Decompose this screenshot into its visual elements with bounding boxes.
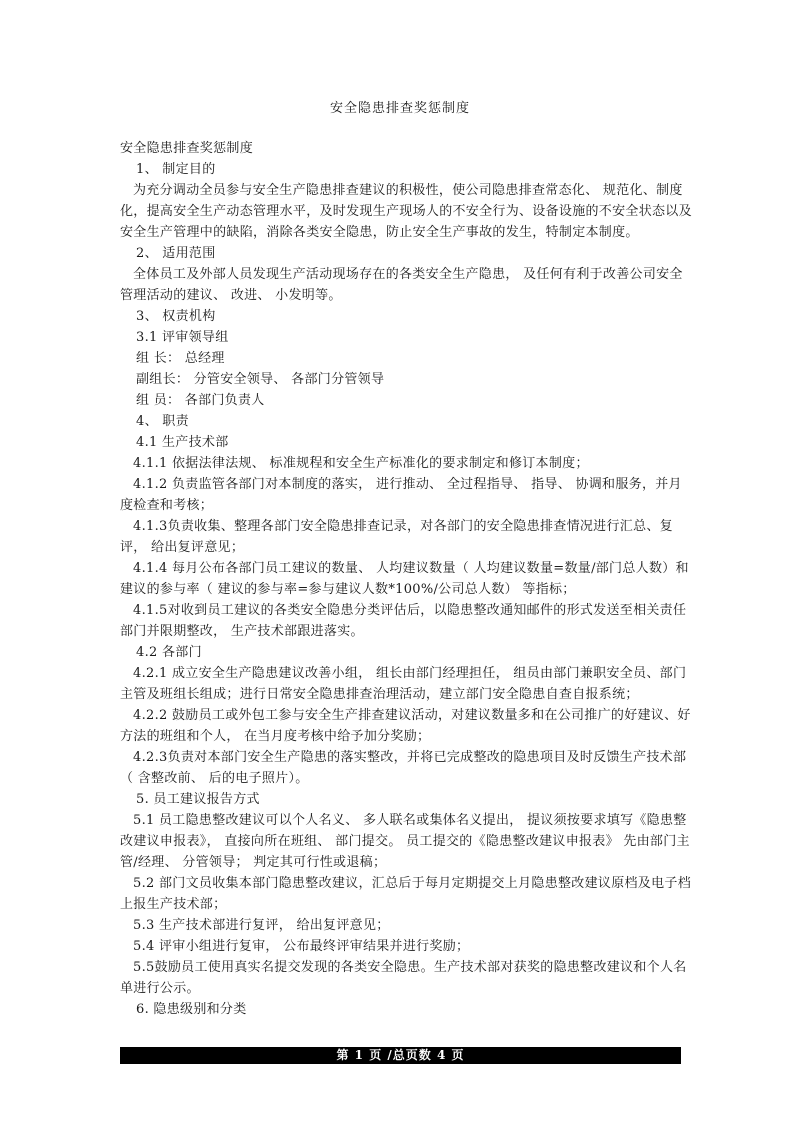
section-heading: 4.2 各部门 [136, 645, 202, 660]
section-heading: 组 长： 总经理 [136, 351, 225, 366]
section-heading: 2、 适用范围 [136, 246, 216, 261]
page-footer [120, 1047, 681, 1064]
paragraph: 5.1 员工隐患整改建议可以个人名义、 多人联名或集体名义提出， 提议须按要求填写《隐患整改建议申报表》， 直接向所在班组、 部门提交。 员工提交的《隐患整改建议申报表》 先由部门主管/经理、 分管领导； 判定其可行性或退稿； [120, 813, 690, 870]
paragraph: 5.5鼓励员工使用真实名提交发现的各类安全隐患。生产技术部对获奖的隐患整改建议和个人名单进行公示。 [120, 960, 687, 996]
page-title: 安全隐患排查奖惩制度 [329, 101, 470, 116]
paragraph: 5.2 部门文员收集本部门隐患整改建议，汇总后于每月定期提交上月隐患整改建议原档及电子档上报生产技术部； [120, 876, 692, 912]
section-heading: 4.1 生产技术部 [136, 435, 229, 450]
paragraph: 5.4 评审小组进行复审， 公布最终评审结果并进行奖励； [133, 939, 470, 954]
page-number-label: 第 1 页 /总页数 4 页 [336, 1048, 465, 1062]
paragraph: 4.1.1 依据法律法规、 标准规程和安全生产标准化的要求制定和修订本制度； [133, 456, 589, 471]
paragraph: 4.2.2 鼓励员工或外包工参与安全生产排查建议活动，对建议数量多和在公司推广的好建议、好方法的班组和个人， 在当月度考核中给予加分奖励； [120, 708, 691, 744]
section-heading: 组 员： 各部门负责人 [136, 393, 265, 408]
paragraph: 全体员工及外部人员发现生产活动现场存在的各类安全生产隐患， 及任何有利于改善公司安全管理活动的建议、 改进、 小发明等。 [120, 267, 683, 303]
paragraph: 安全隐患排查奖惩制度 [120, 141, 254, 156]
paragraph: 5.3 生产技术部进行复评， 给出复评意见； [133, 918, 390, 933]
paragraph: 4.2.3负责对本部门安全生产隐患的落实整改，并将已完成整改的隐患项目及时反馈生产技术部（ 含整改前、 后的电子照片）。 [120, 750, 687, 786]
paragraph: 4.1.2 负责监管各部门对本制度的落实， 进行推动、 全过程指导、 指导、 协调和服务，并月度检查和考核； [120, 477, 682, 513]
paragraph: 为充分调动全员参与安全生产隐患排查建议的积极性，使公司隐患排查常态化、 规范化、制度化，提高安全生产动态管理水平，及时发现生产现场人的不安全行为、设备设施的不安全状态以及安全生产管理中的缺陷，消除各类安全隐患，防止安全生产事故的发生，特制定本制度。 [120, 183, 692, 240]
section-heading: 3、 权责机构 [136, 309, 216, 324]
section-heading: 5. 员工建议报告方式 [136, 792, 260, 807]
document-body [120, 138, 692, 1020]
section-heading: 6. 隐患级别和分类 [136, 1002, 247, 1017]
paragraph: 4.1.5对收到员工建议的各类安全隐患分类评估后，以隐患整改通知邮件的形式发送至相关责任部门并限期整改， 生产技术部跟进落实。 [120, 603, 687, 639]
section-heading: 副组长： 分管安全领导、 各部门分管领导 [136, 372, 385, 387]
paragraph: 4.1.4 每月公布各部门员工建议的数量、 人均建议数量（ 人均建议数量=数量/部门总人数）和建议的参与率（ 建议的参与率=参与建议人数*100%/公司总人数） 等指标； [120, 561, 689, 597]
section-heading: 1、 制定目的 [136, 162, 216, 177]
section-heading: 3.1 评审领导组 [136, 330, 229, 345]
paragraph: 4.1.3负责收集、整理各部门安全隐患排查记录，对各部门的安全隐患排查情况进行汇总、复评， 给出复评意见； [120, 519, 673, 555]
section-heading: 4、 职责 [136, 414, 189, 429]
paragraph: 4.2.1 成立安全生产隐患建议改善小组， 组长由部门经理担任， 组员由部门兼职安全员、部门主管及班组长组成；进行日常安全隐患排查治理活动，建立部门安全隐患自查自报系统； [120, 666, 687, 702]
